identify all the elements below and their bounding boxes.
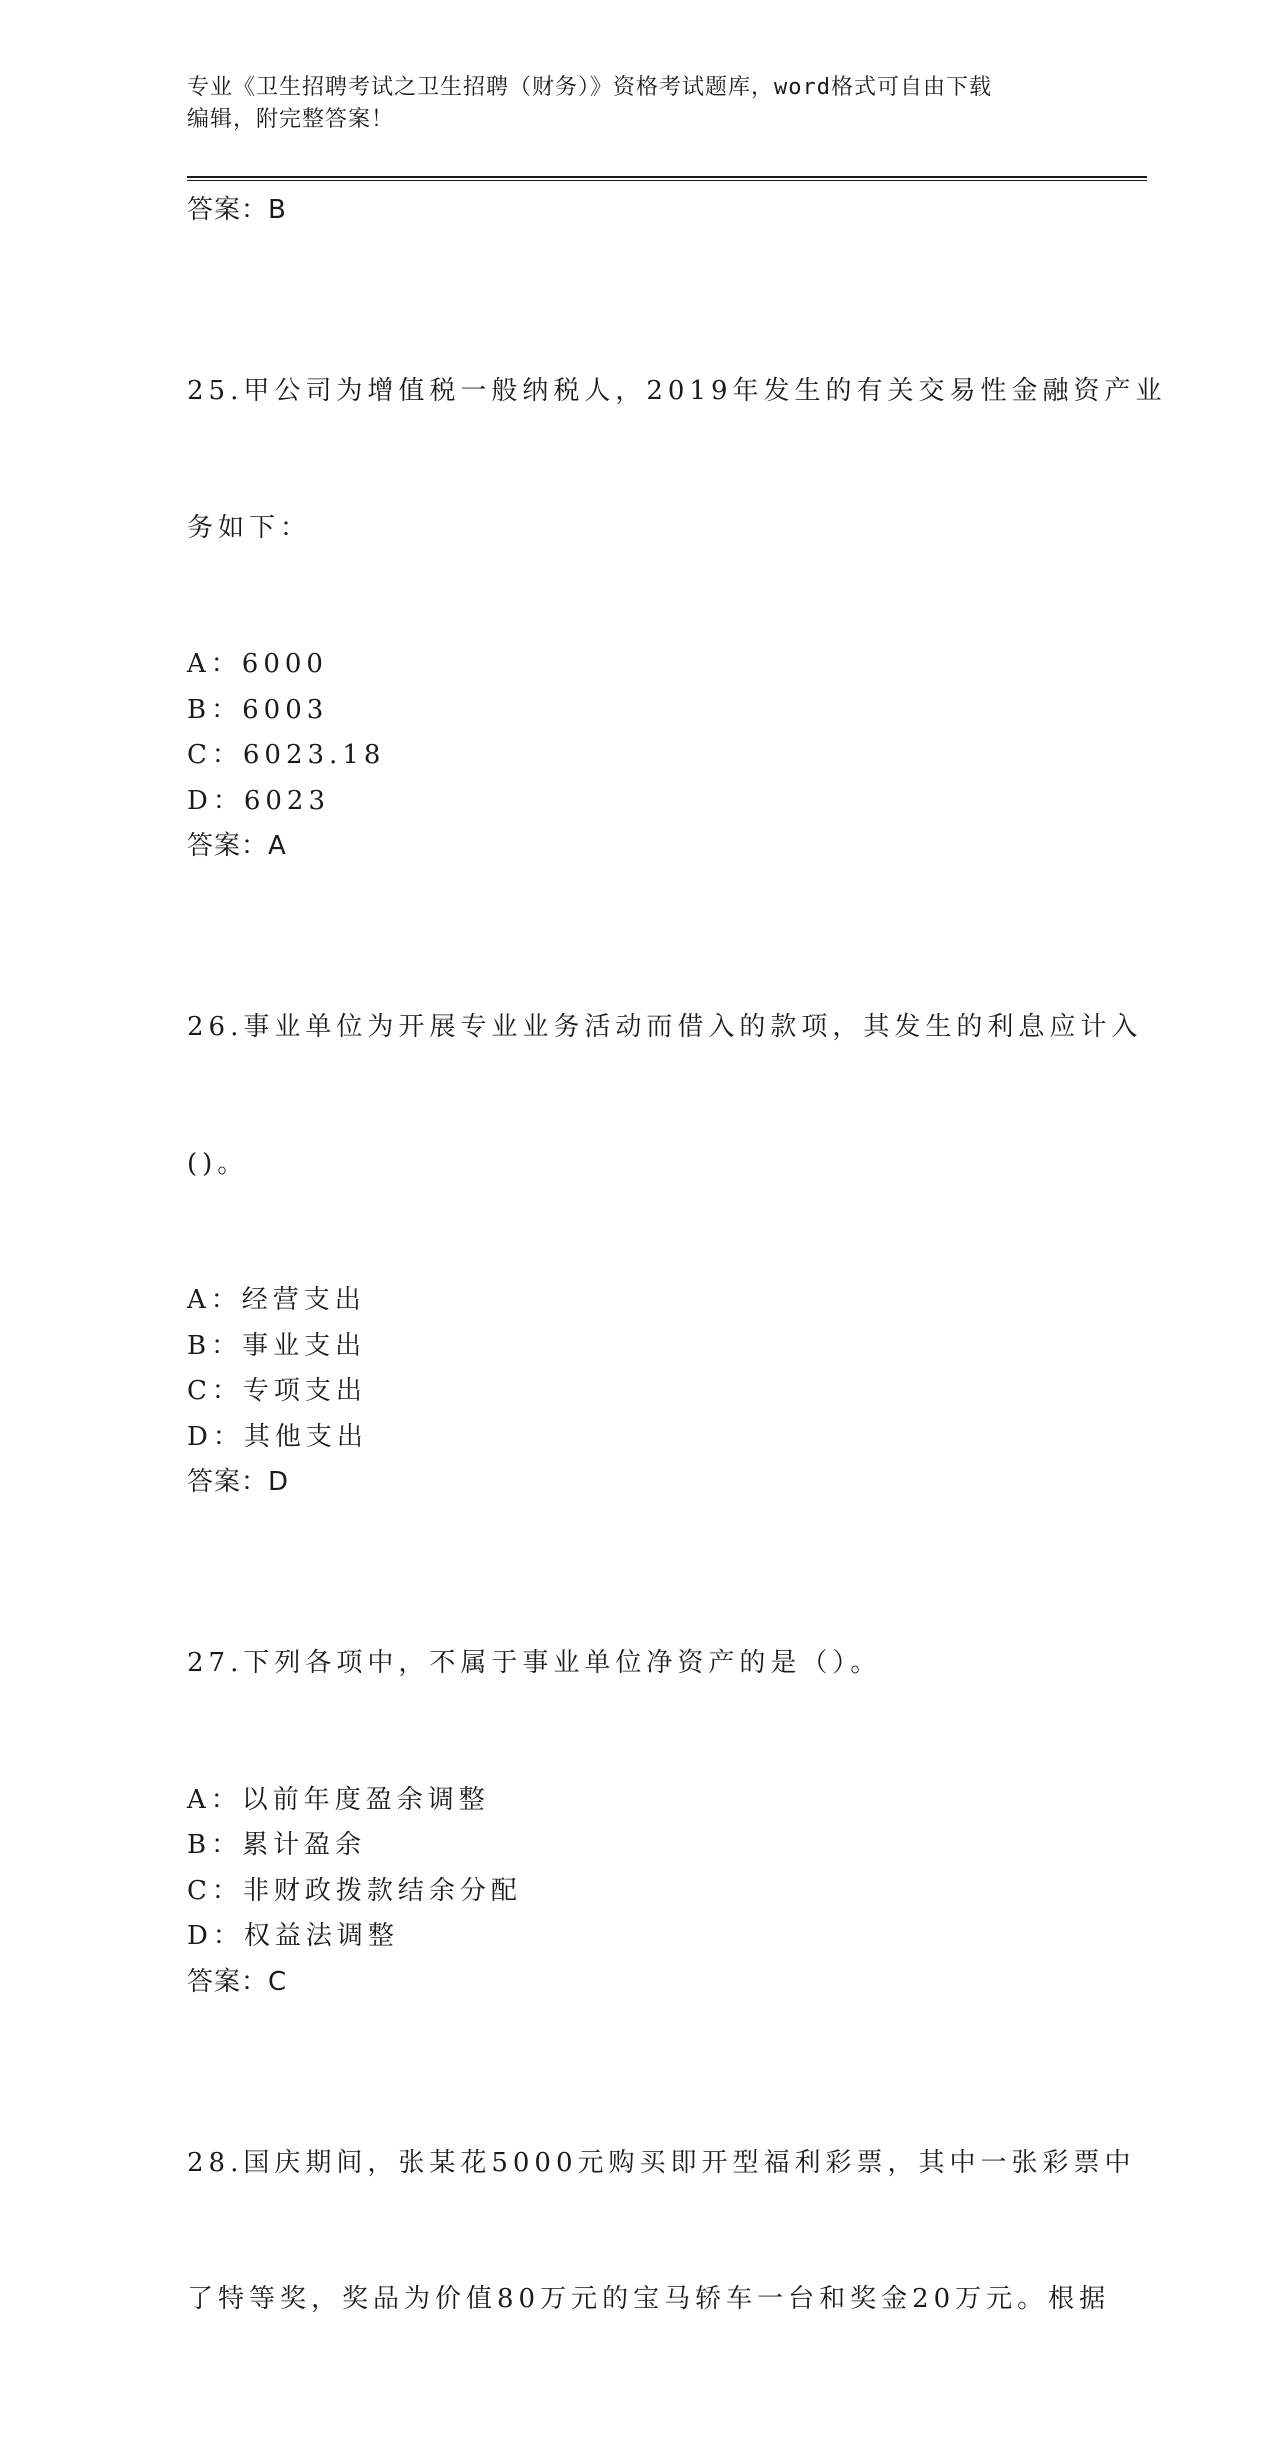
question-stem [187,914,1143,1278]
stem-line: 了特等奖，奖品为价值80万元的宝马轿车一台和奖金20万元。根据 [187,2284,1111,2314]
question-28 [187,2050,1136,2414]
header-divider [187,176,1147,181]
option-b: B：事业支出 [187,1330,367,1361]
option-d: D：其他支出 [187,1421,368,1452]
option-c: C：专项支出 [187,1376,367,1406]
option-b: B：累计盈余 [187,1830,367,1860]
option-d: D：权益法调整 [187,1921,399,1951]
option-a: A：以前年度盈余调整 [187,1784,490,1815]
header-line-1: 专业《卫生招聘考试之卫生招聘（财务）》资格考试题库，word格式可自由下载 [187,75,992,100]
stem-line: ()。 [187,1148,249,1179]
question-stem [187,2050,1136,2414]
option-d: D：6023 [187,785,331,816]
stem-line: 28.国庆期间，张某花5000元购买即开型福利彩票，其中一张彩票中 [187,2147,1136,2178]
stem-line: 27.下列各项中，不属于事业单位净资产的是（）。 [187,1648,882,1678]
question-list [187,188,1167,2459]
question-25 [187,278,1167,869]
option-c: C：非财政拨款结余分配 [187,1875,522,1906]
answer-line: 答案：C [187,1966,288,1997]
option-b: B：6003 [187,694,329,725]
question-stem [187,278,1167,642]
answer-line: 答案：D [187,1467,290,1497]
option-a: A：6000 [187,649,328,679]
header-line-2: 编辑，附完整答案！ [187,107,395,132]
stem-line: 务如下： [187,512,312,543]
option-a: A：经营支出 [187,1285,366,1315]
question-27 [187,1550,1087,2005]
answer-line: 答案：A [187,831,287,861]
question-26 [187,914,1143,1505]
question-stem [187,1550,1087,1778]
stem-line: 26.事业单位为开展专业业务活动而借入的款项，其发生的利息应计入 [187,1012,1143,1042]
stem-line: 25.甲公司为增值税一般纳税人，2019年发生的有关交易性金融资产业 [187,376,1167,406]
answer-line: 答案：B [187,195,287,225]
option-c: C：6023.18 [187,740,386,770]
document-header [187,72,1087,136]
